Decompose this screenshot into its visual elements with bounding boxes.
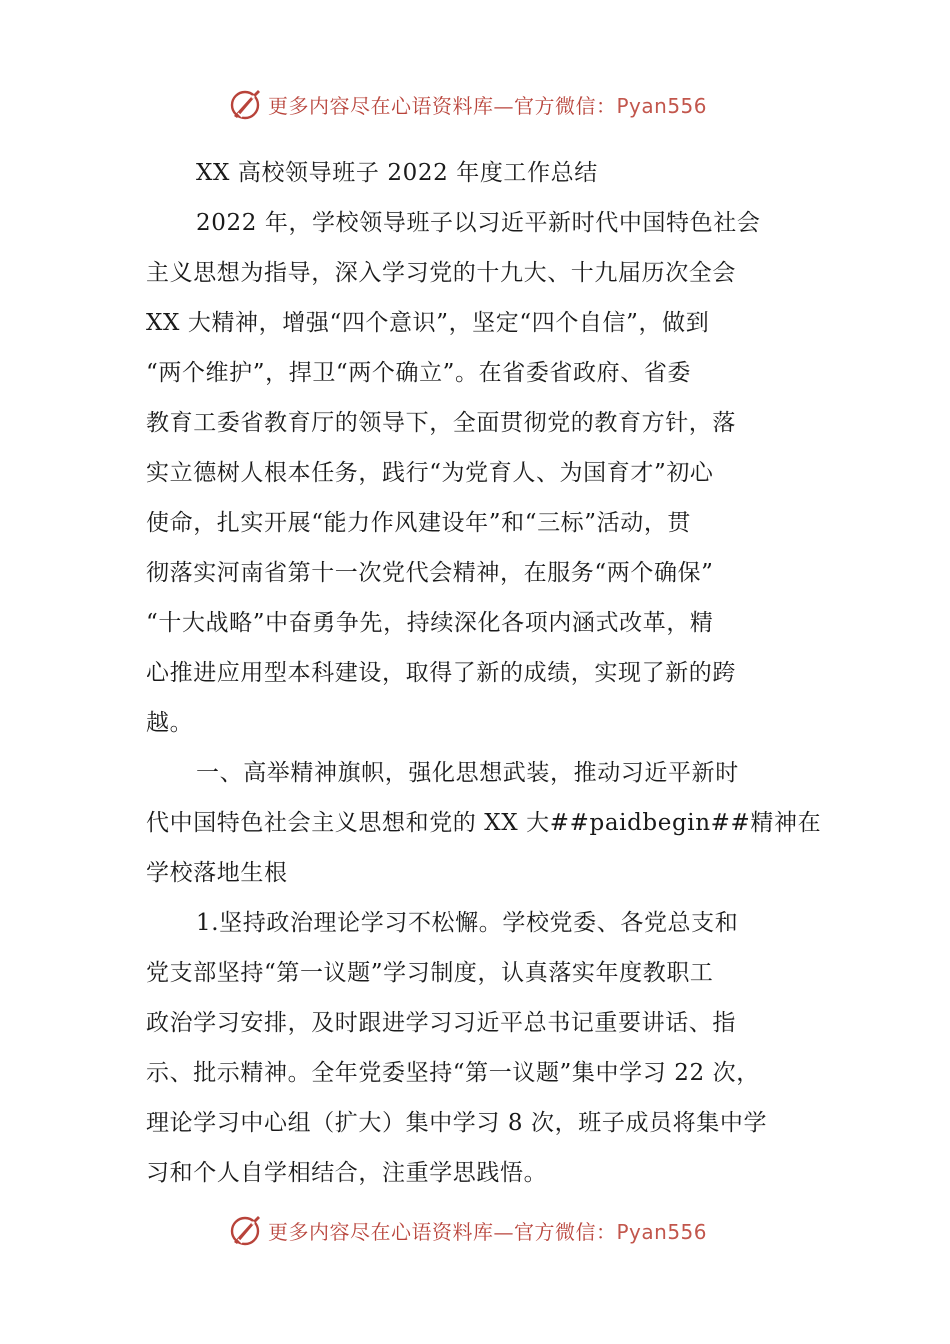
text-line: 彻落实河南省第十一次党代会精神，在服务“两个确保”: [146, 560, 714, 586]
text-line: 示、批示精神。全年党委坚持“第一议题”集中学习 22 次，: [146, 1060, 760, 1086]
text-line: 实立德树人根本任务，践行“为党育人、为国育才”初心: [146, 460, 714, 486]
text-line: 党支部坚持“第一议题”学习制度，认真落实年度教职工: [146, 960, 714, 986]
text-line: 政治学习安排，及时跟进学习习近平总书记重要讲话、指: [146, 1010, 736, 1036]
text-line: 主义思想为指导，深入学习党的十九大、十九届历次全会: [146, 260, 736, 286]
text-line: 学校落地生根: [146, 860, 288, 886]
pen-nib-logo-icon: [228, 1212, 264, 1248]
document-body: [146, 148, 822, 1198]
footer-watermark: [228, 1210, 707, 1250]
text-line: 理论学习中心组（扩大）集中学习 8 次，班子成员将集中学: [146, 1110, 768, 1136]
header-watermark: [228, 84, 707, 124]
text-line: 心推进应用型本科建设，取得了新的成绩，实现了新的跨: [146, 660, 736, 686]
text-line: “两个维护”，捍卫“两个确立”。在省委省政府、省委: [146, 360, 692, 386]
text-line: 教育工委省教育厅的领导下，全面贯彻党的教育方针，落: [146, 410, 736, 436]
text-line: 1.坚持政治理论学习不松懈。学校党委、各党总支和: [196, 910, 739, 936]
document-paragraphs: [146, 198, 822, 1198]
watermark-text: [268, 90, 707, 119]
text-line: 代中国特色社会主义思想和党的 XX 大##paidbegin##精神在: [146, 810, 822, 836]
watermark-text: [268, 1216, 707, 1245]
text-line: 越。: [146, 710, 194, 736]
text-line: 2022 年，学校领导班子以习近平新时代中国特色社会: [196, 210, 761, 236]
text-line: “十大战略”中奋勇争先，持续深化各项内涵式改革，精: [146, 610, 714, 636]
watermark-wechat-id: Pyan556: [616, 93, 708, 118]
text-line: 使命，扎实开展“能力作风建设年”和“三标”活动，贯: [146, 510, 692, 536]
text-line: 一、高举精神旗帜，强化思想武装，推动习近平新时: [196, 760, 739, 786]
pen-nib-logo-icon: [228, 86, 264, 122]
watermark-slogan: 更多内容尽在心语资料库—官方微信：: [268, 1219, 617, 1244]
text-line: XX 大精神，增强“四个意识”，坚定“四个自信”，做到: [146, 310, 710, 336]
watermark-slogan: 更多内容尽在心语资料库—官方微信：: [268, 93, 617, 118]
watermark-wechat-id: Pyan556: [616, 1219, 708, 1244]
text-line: 习和个人自学相结合，注重学思践悟。: [146, 1160, 548, 1186]
document-title: XX 高校领导班子 2022 年度工作总结: [196, 160, 598, 186]
